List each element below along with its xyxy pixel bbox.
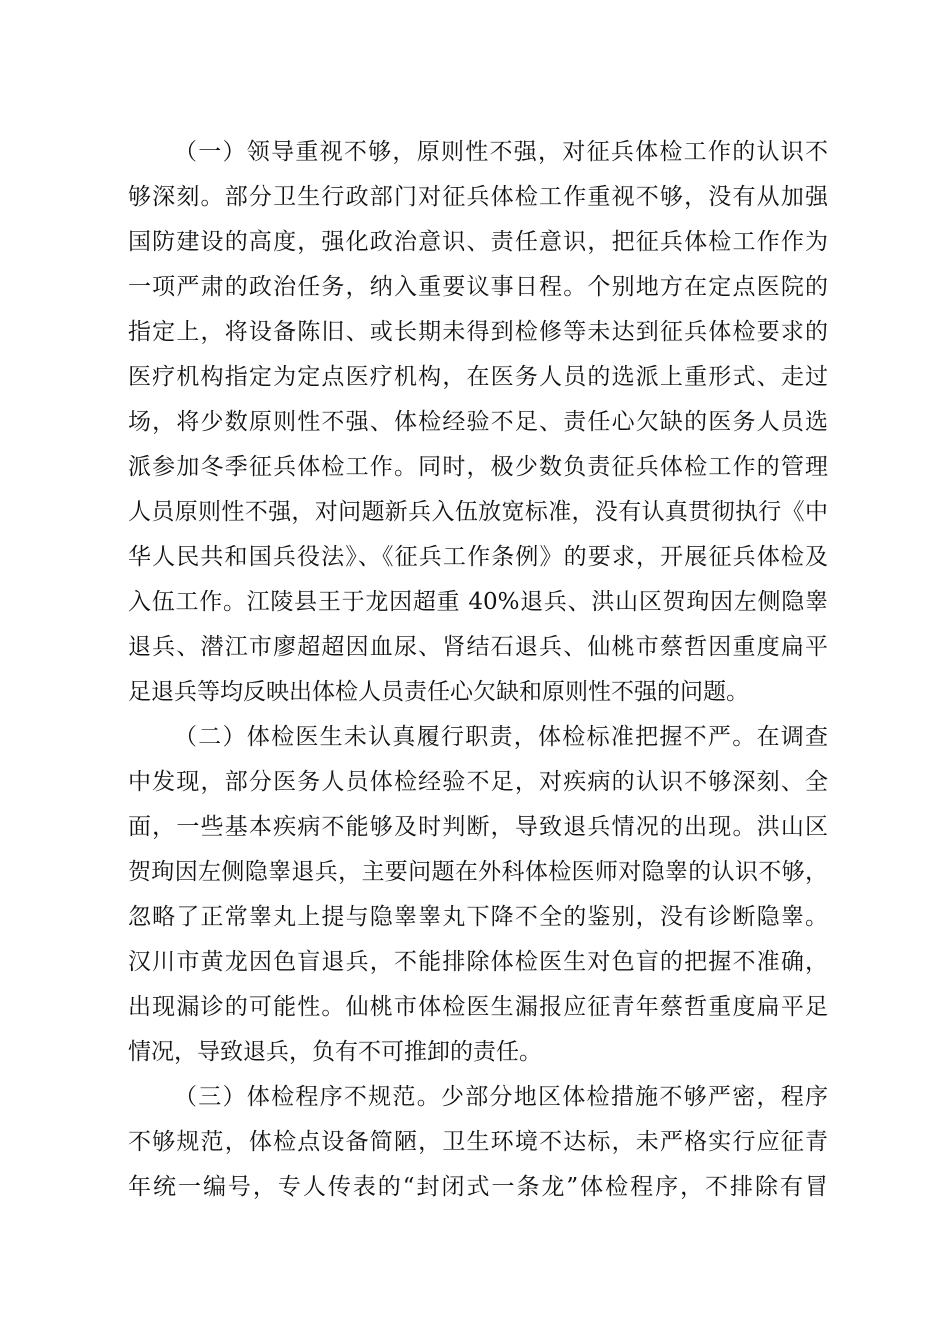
text-line: 汉川市黄龙因色盲退兵，不能排除体检医生对色盲的把握不准确， bbox=[128, 949, 828, 975]
paragraph-procedure bbox=[128, 1075, 828, 1210]
text-line: （一）领导重视不够，原则性不强，对征兵体检工作的认识不 bbox=[174, 139, 828, 165]
text-line: 人员原则性不强，对问题新兵入伍放宽标准，没有认真贯彻执行《中 bbox=[128, 499, 828, 525]
text-line: 年统一编号，专人传表的“封闭式一条龙”体检程序，不排除有冒 bbox=[128, 1174, 828, 1200]
text-line: 入伍工作。江陵县王于龙因超重 40%退兵、洪山区贺珣因左侧隐睾 bbox=[128, 589, 828, 615]
text-line: 够深刻。部分卫生行政部门对征兵体检工作重视不够，没有从加强 bbox=[128, 184, 828, 210]
document-body bbox=[128, 130, 828, 1210]
text-line: 情况，导致退兵，负有不可推卸的责任。 bbox=[128, 1039, 542, 1065]
text-line: 国防建设的高度，强化政治意识、责任意识，把征兵体检工作作为 bbox=[128, 229, 828, 255]
text-line: 派参加冬季征兵体检工作。同时，极少数负责征兵体检工作的管理 bbox=[128, 454, 828, 480]
text-line: 面，一些基本疾病不能够及时判断，导致退兵情况的出现。洪山区 bbox=[128, 814, 828, 840]
text-line: （三）体检程序不规范。少部分地区体检措施不够严密，程序 bbox=[174, 1084, 828, 1110]
text-line: 场，将少数原则性不强、体检经验不足、责任心欠缺的医务人员选 bbox=[128, 409, 828, 435]
text-line: 中发现，部分医务人员体检经验不足，对疾病的认识不够深刻、全 bbox=[128, 769, 828, 795]
text-line: 华人民共和国兵役法》、《征兵工作条例》的要求，开展征兵体检及 bbox=[128, 544, 828, 570]
paragraph-doctors bbox=[128, 715, 828, 1075]
paragraph-leadership bbox=[128, 130, 828, 715]
text-line: 出现漏诊的可能性。仙桃市体检医生漏报应征青年蔡哲重度扁平足 bbox=[128, 994, 828, 1020]
text-line: 指定上，将设备陈旧、或长期未得到检修等未达到征兵体检要求的 bbox=[128, 319, 828, 345]
text-line: 医疗机构指定为定点医疗机构，在医务人员的选派上重形式、走过 bbox=[128, 364, 828, 390]
text-line: 退兵、潜江市廖超超因血尿、肾结石退兵、仙桃市蔡哲因重度扁平 bbox=[128, 634, 828, 660]
text-line: 一项严肃的政治任务，纳入重要议事日程。个别地方在定点医院的 bbox=[128, 274, 828, 300]
text-line: 足退兵等均反映出体检人员责任心欠缺和原则性不强的问题。 bbox=[128, 679, 749, 705]
text-line: 忽略了正常睾丸上提与隐睾睾丸下降不全的鉴别，没有诊断隐睾。 bbox=[128, 904, 828, 930]
text-line: 贺珣因左侧隐睾退兵，主要问题在外科体检医师对隐睾的认识不够， bbox=[128, 859, 828, 885]
text-line: （二）体检医生未认真履行职责，体检标准把握不严。在调查 bbox=[174, 724, 828, 750]
text-line: 不够规范，体检点设备简陋，卫生环境不达标，未严格实行应征青 bbox=[128, 1129, 828, 1155]
